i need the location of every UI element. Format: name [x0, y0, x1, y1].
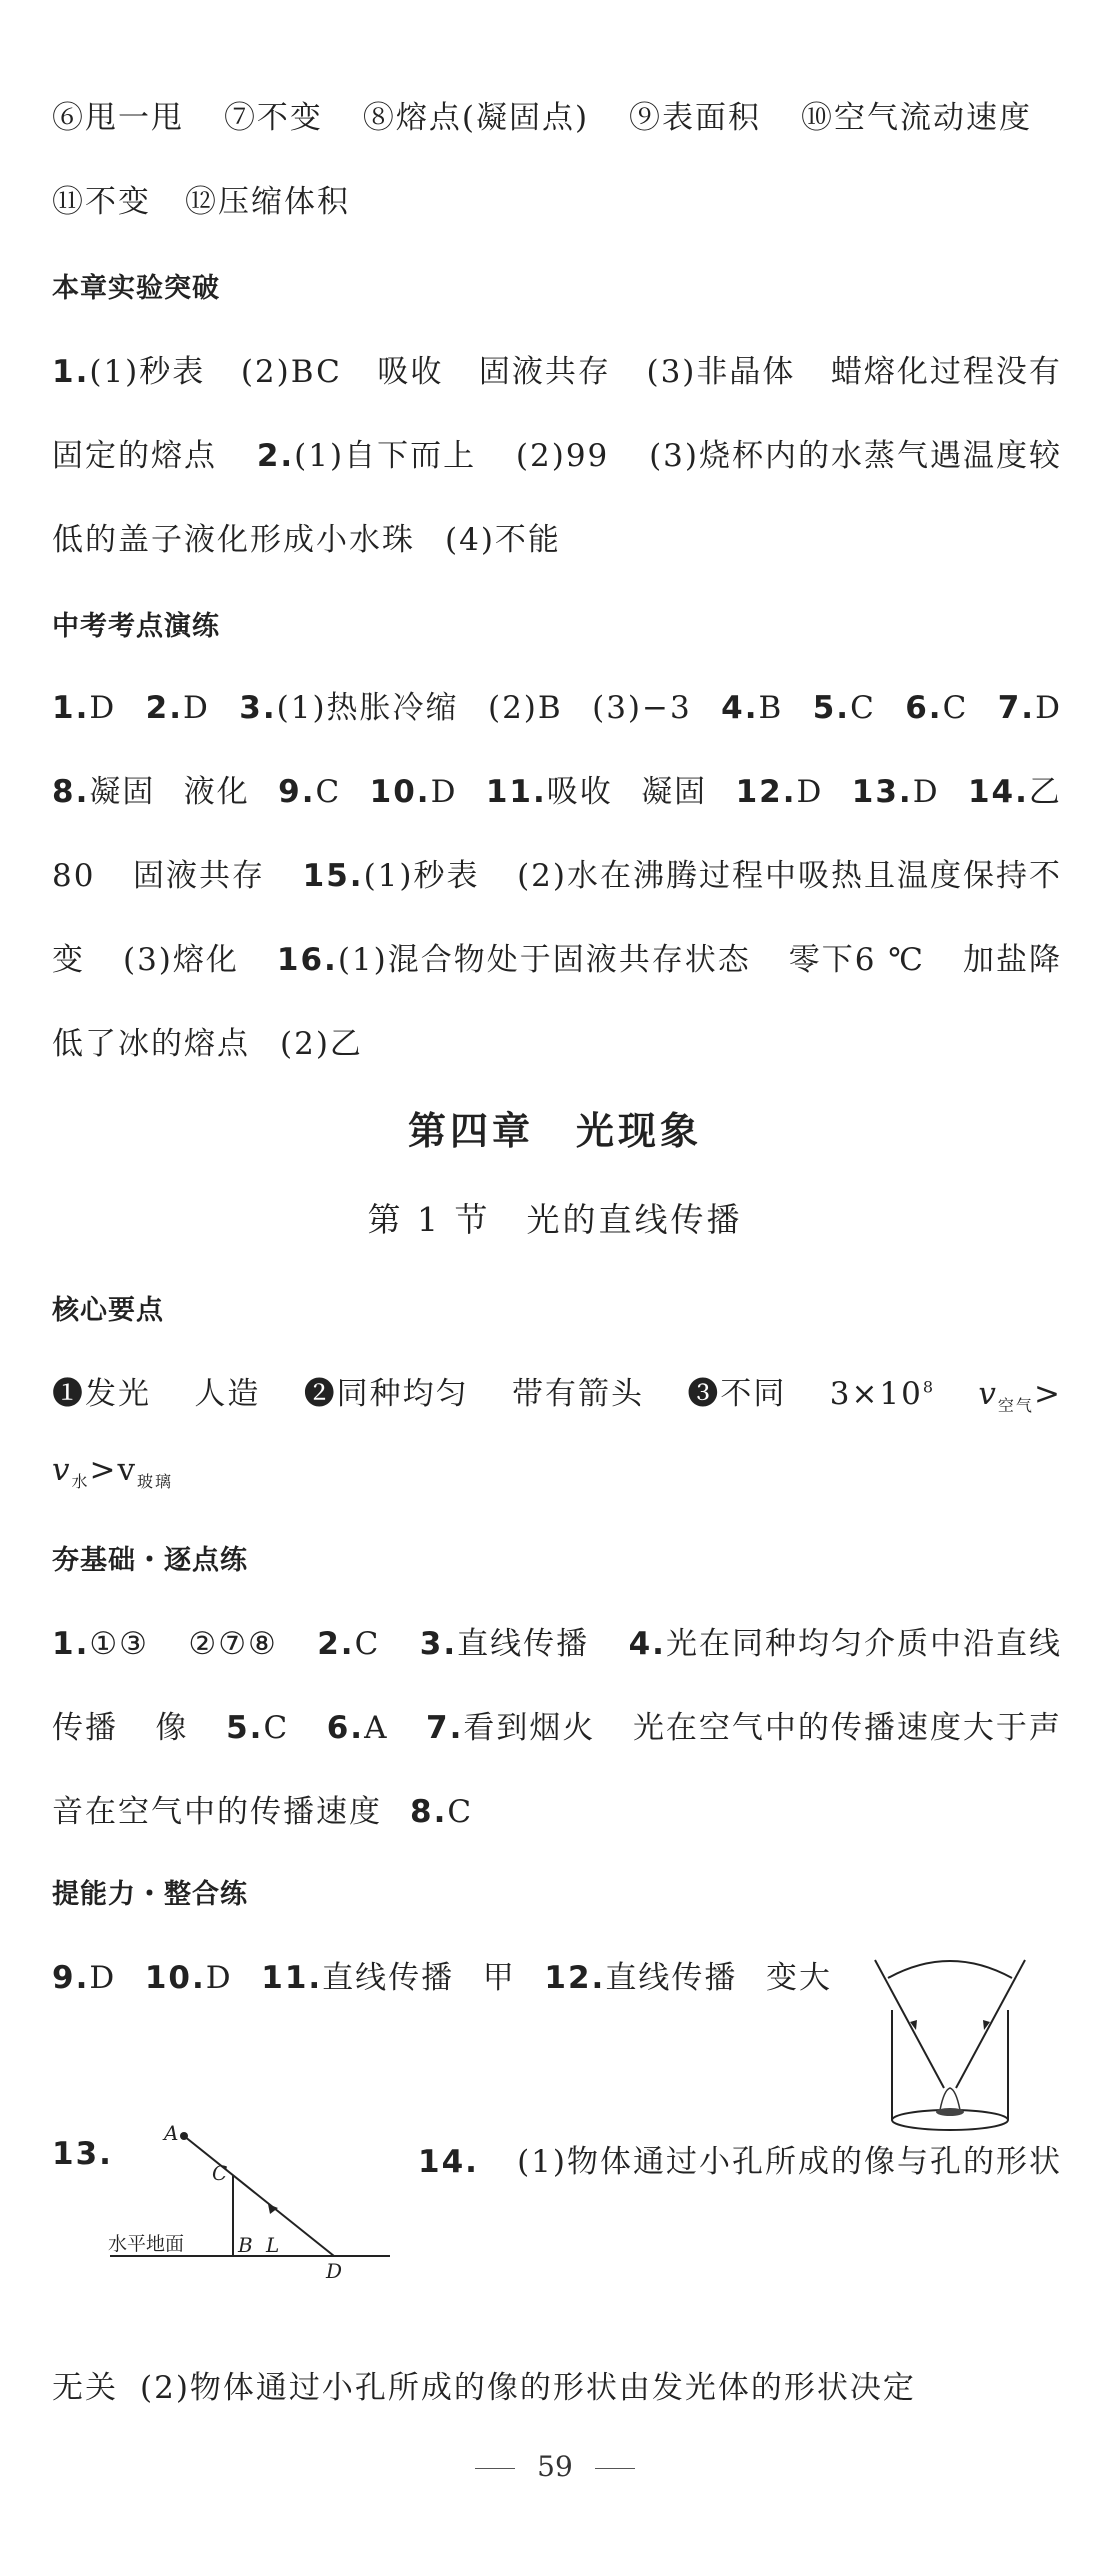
core-line-2: $v_水>v_{玻璃}$	[52, 1452, 174, 1492]
page-number-dash	[475, 2468, 515, 2469]
ability-line-1: 9.D 10.D 11.直线传播 甲 12.直线传播 变大	[52, 1960, 832, 1996]
exam-line-3: 80 固液共存 15.(1)秒表 (2)水在沸腾过程中吸热且温度保持不	[52, 858, 1062, 894]
experiment-line-1: 1.(1)秒表 (2)BC 吸收 固液共存 (3)非晶体 蜡熔化过程没有	[52, 354, 1062, 390]
section-title: 第 1 节 光的直线传播	[367, 1200, 743, 1239]
core-line-1: ❶发光 人造 ❷同种均匀 带有箭头 ❸不同 $3\times 10^8$ $v_{空气}>$	[52, 1376, 1062, 1416]
page-number-dash	[595, 2468, 635, 2469]
exam-line-1: 1.D 2.D 3.(1)热胀冷缩 (2)B (3)−3 4.B 5.C 6.C 7.D	[52, 690, 1062, 726]
point-label-d: D	[326, 2259, 343, 2278]
section-heading-experiment: 本章实验突破	[52, 273, 220, 304]
answer-item: ⑫压缩体积	[185, 184, 350, 220]
q14-line-1: 14. (1)物体通过小孔所成的像与孔的形状	[418, 2144, 1062, 2180]
point-label-c: C	[212, 2161, 228, 2185]
q14-line-2: 无关 (2)物体通过小孔所成的像的形状由发光体的形状决定	[52, 2370, 916, 2406]
experiment-line-3: 低的盖子液化形成小水珠 (4)不能	[52, 522, 561, 558]
section-heading-basic: 夯基础・逐点练	[52, 1545, 248, 1576]
basic-line-1: 1.①③ ②⑦⑧ 2.C 3.直线传播 4.光在同种均匀介质中沿直线	[52, 1626, 1062, 1662]
answer-item: ⑩空气流动速度	[800, 100, 1032, 136]
experiment-line-2: 固定的熔点 2.(1)自下而上 (2)99 (3)烧杯内的水蒸气遇温度较	[52, 438, 1062, 474]
section-heading-core: 核心要点	[52, 1295, 164, 1326]
exam-line-5: 低了冰的熔点 (2)乙	[52, 1026, 363, 1062]
basic-line-2: 传播 像 5.C 6.A 7.看到烟火 光在空气中的传播速度大于声	[52, 1710, 1062, 1746]
ground-label: 水平地面	[108, 2233, 185, 2255]
point-label-b: B	[238, 2233, 253, 2257]
chapter-title: 第四章 光现象	[407, 1108, 702, 1153]
answer-item: ⑪不变	[52, 184, 151, 220]
point-label-a: A	[164, 2121, 179, 2145]
top-line-1	[52, 92, 1032, 137]
answer-item: ⑨表面积	[629, 100, 762, 136]
answer-item: ⑧熔点(凝固点)	[362, 100, 590, 136]
section-heading-exam: 中考考点演练	[52, 611, 220, 642]
top-line-2	[52, 176, 1062, 221]
answer-item: ⑥甩一甩	[52, 100, 184, 136]
basic-line-3: 音在空气中的传播速度 8.C	[52, 1794, 474, 1830]
exam-line-4: 变 (3)熔化 16.(1)混合物处于固液共存状态 零下6 ℃ 加盐降	[52, 942, 1062, 978]
q13-label: 13.	[52, 2136, 113, 2172]
section-heading-ability: 提能力・整合练	[52, 1879, 248, 1910]
pinhole-cylinder-figure	[870, 1950, 1030, 2140]
shadow-geometry-figure	[100, 2118, 400, 2278]
exam-line-2: 8.凝固 液化 9.C 10.D 11.吸收 凝固 12.D 13.D 14.乙	[52, 774, 1062, 810]
answer-item: ⑦不变	[223, 100, 323, 136]
page-number: 59	[0, 2450, 1110, 2483]
point-label-l: L	[266, 2233, 280, 2257]
